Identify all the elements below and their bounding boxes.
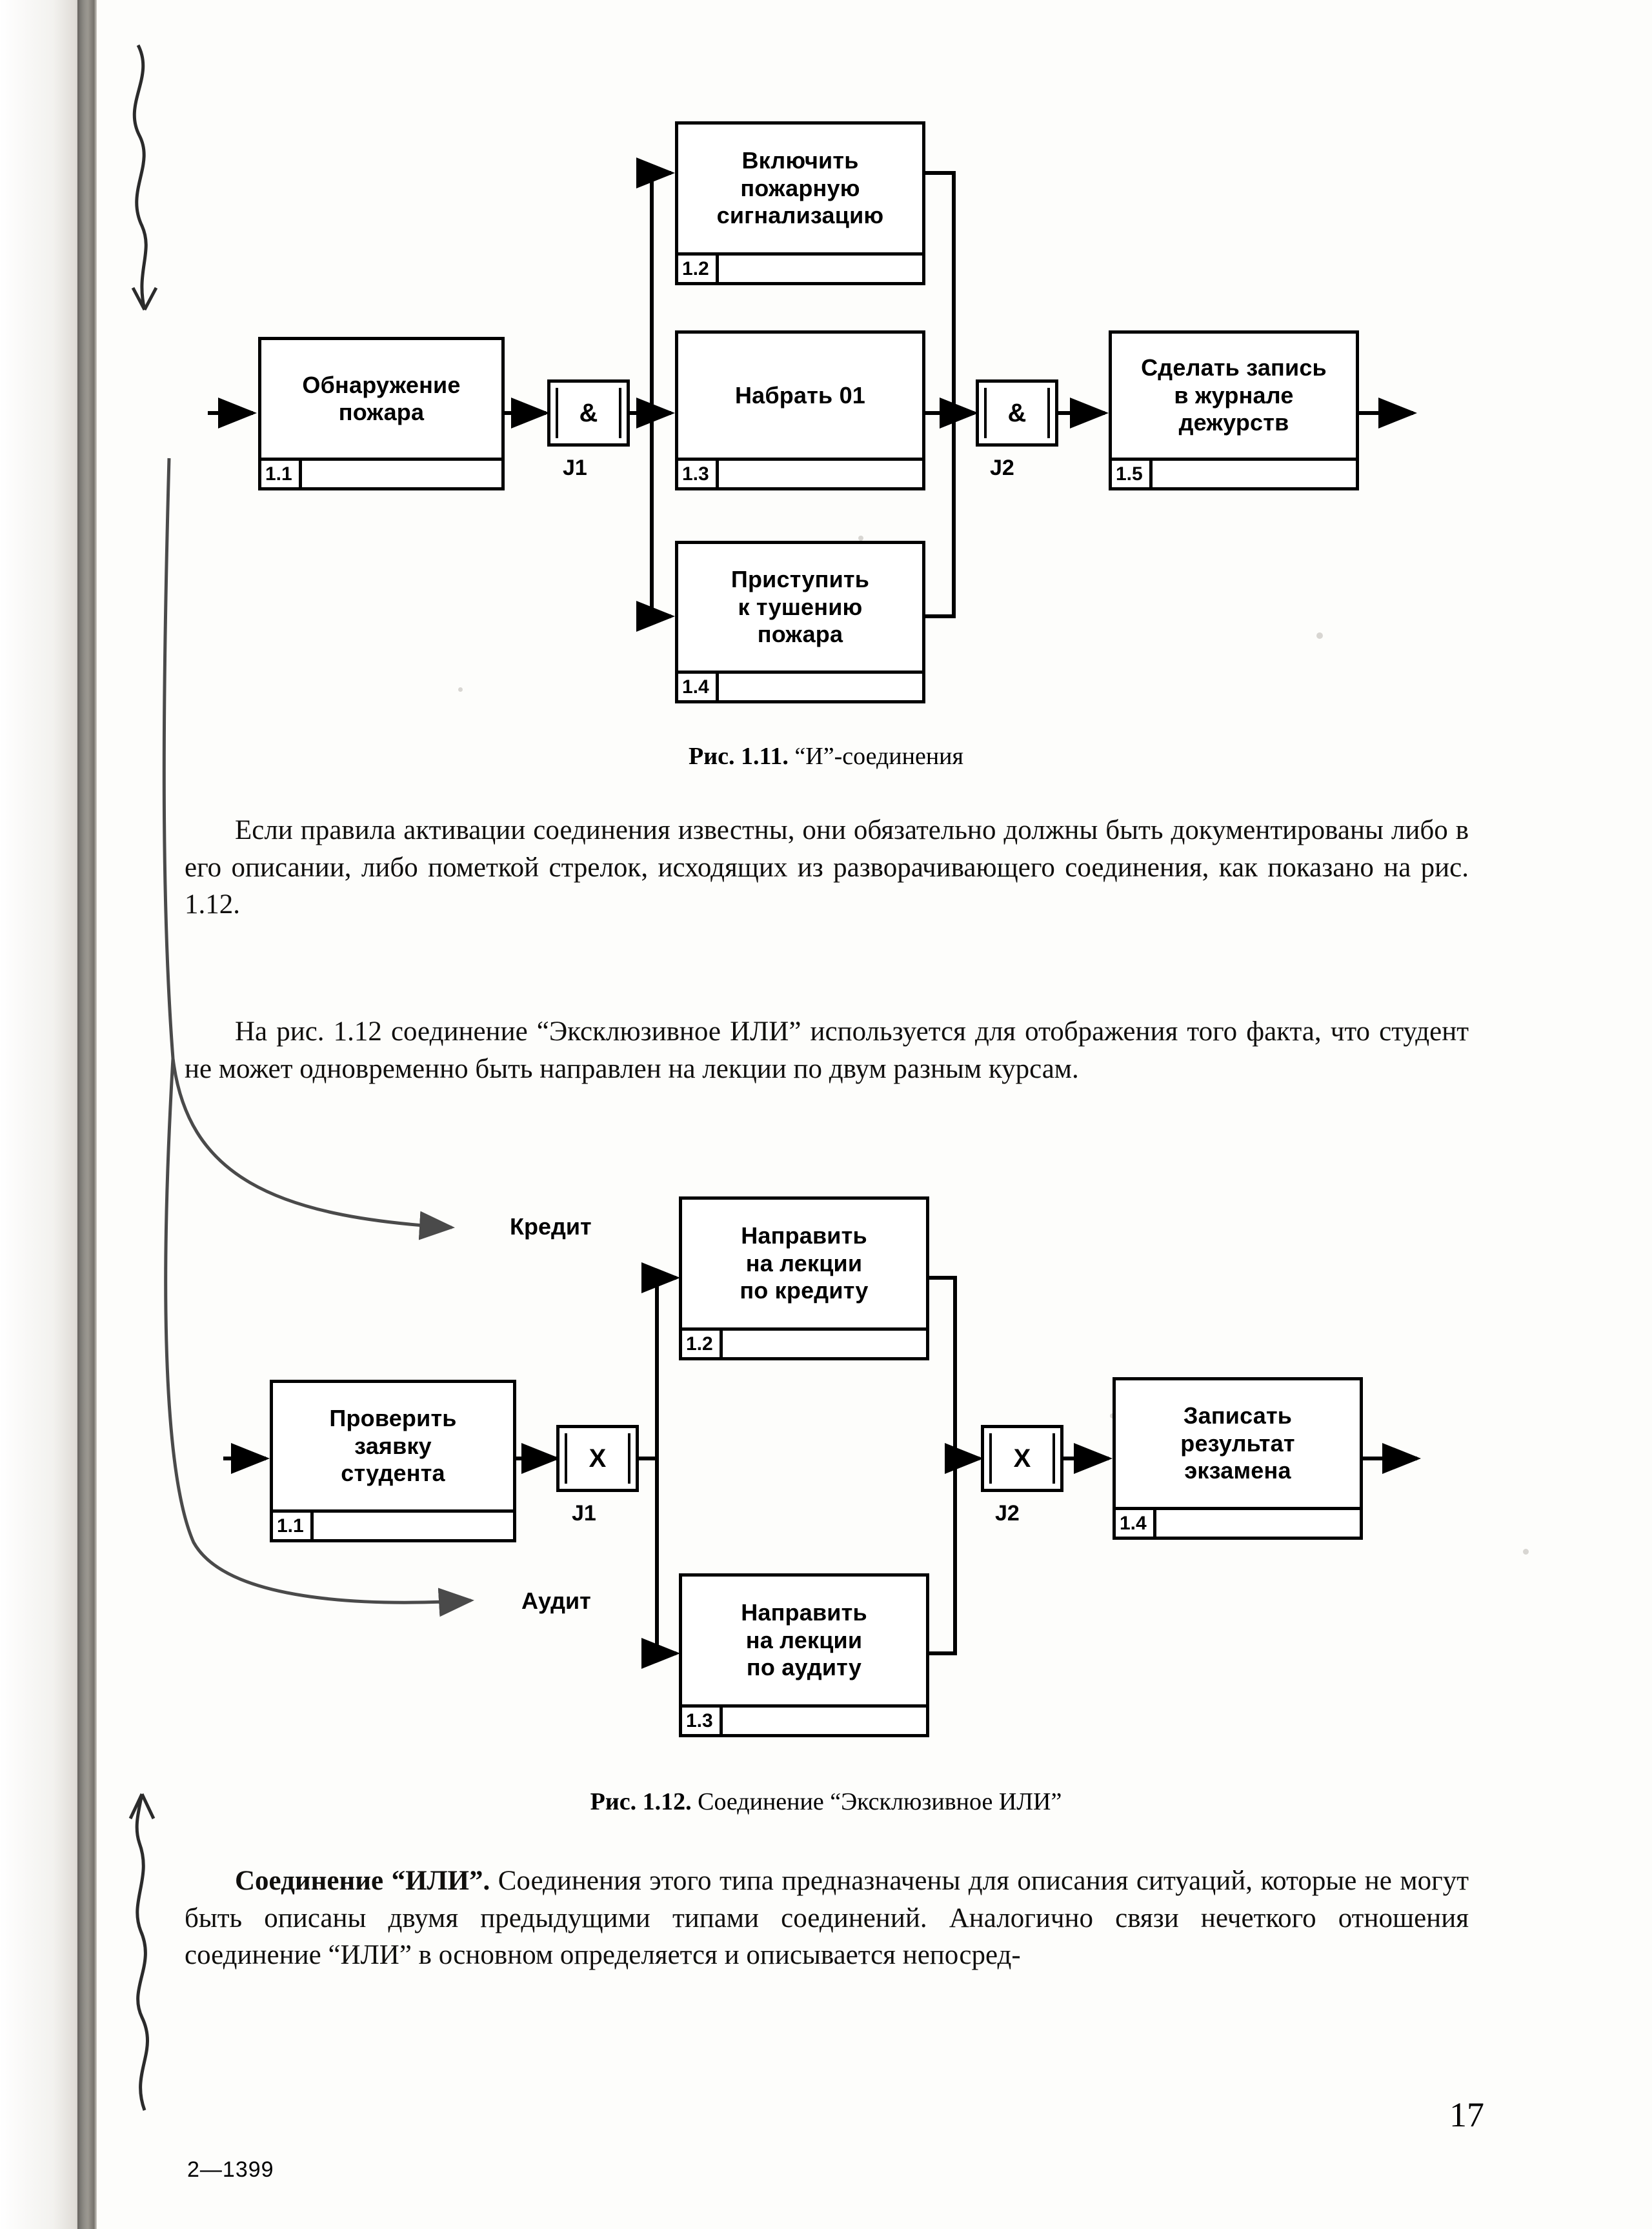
activity-footer xyxy=(1116,1507,1360,1537)
activity-box xyxy=(270,1380,516,1542)
activity-box xyxy=(679,1196,929,1360)
paragraph-1: Если правила активации соединения известны, они обязательно должны быть документированы либо в его описании, либо пометкой стрелок, исходящих из разворачивающего соединения, как показано на рис. 1.12. xyxy=(185,815,1469,920)
activity-title: Проверить заявку студента xyxy=(329,1405,457,1487)
activity-footer xyxy=(678,458,922,487)
activity-title: Записать результат экзамена xyxy=(1180,1402,1295,1484)
activity-number: 1.5 xyxy=(1116,463,1143,485)
figure-xor-caption-text: Соединение “Эксклюзивное ИЛИ” xyxy=(698,1788,1062,1815)
activity-number: 1.4 xyxy=(1120,1512,1147,1534)
activity-footer xyxy=(682,1704,926,1734)
activity-number: 1.1 xyxy=(265,463,292,485)
figure-xor-caption xyxy=(0,1788,1652,1816)
activity-box xyxy=(675,541,925,703)
activity-footer xyxy=(678,252,922,282)
paragraph-3: Соединение “ИЛИ”. Соединения этого типа предназначены для описания ситуаций, которые не могут быть описаны двумя предыдущими типами соединений. Аналогично связи нечеткого отношения соединение “ИЛИ” в основном определяется и описывается непосред- xyxy=(185,1866,1469,1971)
figure-xor-caption-label: Рис. 1.12. xyxy=(590,1788,692,1815)
activity-title: Сделать запись в журнале дежурств xyxy=(1141,354,1327,436)
activity-number: 1.2 xyxy=(682,257,709,279)
junction-label: J1 xyxy=(563,456,587,480)
junction-and-j1 xyxy=(547,379,630,447)
activity-title: Включить пожарную сигнализацию xyxy=(716,147,884,229)
branch-label-credit: Кредит xyxy=(510,1213,592,1240)
activity-box xyxy=(675,330,925,490)
junction-xor-j1 xyxy=(556,1425,639,1492)
activity-box xyxy=(258,337,505,490)
paragraph-2: На рис. 1.12 соединение “Эксклюзивное ИЛИ” используется для отображения того факта, что студент не может одновременно быть направлен на лекции по двум разным курсам. xyxy=(185,1016,1469,1084)
page-number: 17 xyxy=(1449,2095,1484,2134)
junction-symbol: X xyxy=(1013,1444,1031,1473)
junction-symbol: X xyxy=(589,1444,607,1473)
paragraph-3-lead: Соединение “ИЛИ”. xyxy=(235,1866,490,1896)
junction-and-j2 xyxy=(976,379,1058,447)
print-signature: 2—1399 xyxy=(187,2157,274,2182)
junction-label: J2 xyxy=(995,1501,1020,1526)
activity-title: Направить на лекции по кредиту xyxy=(740,1222,869,1304)
activity-title: Набрать 01 xyxy=(734,381,866,408)
figure-and-caption xyxy=(0,742,1652,771)
figure-and-caption-label: Рис. 1.11. xyxy=(689,743,789,770)
activity-number: 1.4 xyxy=(682,676,709,698)
activity-box xyxy=(1113,1377,1363,1540)
activity-footer xyxy=(682,1327,926,1357)
activity-number: 1.1 xyxy=(277,1515,304,1537)
figure-xor-junction xyxy=(0,1155,1652,1807)
activity-number: 1.3 xyxy=(682,463,709,485)
figure-and-junctions xyxy=(0,0,1652,761)
junction-label: J2 xyxy=(990,456,1014,480)
activity-footer xyxy=(678,671,922,700)
junction-symbol: & xyxy=(579,398,598,427)
activity-number: 1.2 xyxy=(686,1333,713,1355)
activity-title: Направить на лекции по аудиту xyxy=(741,1599,867,1681)
activity-box xyxy=(1109,330,1359,490)
activity-box xyxy=(679,1573,929,1737)
junction-label: J1 xyxy=(572,1501,596,1526)
branch-label-audit: Аудит xyxy=(521,1588,591,1614)
activity-box xyxy=(675,121,925,285)
figure-and-caption-text: “И”-соединения xyxy=(794,743,963,770)
activity-footer xyxy=(273,1509,513,1539)
activity-title: Приступить к тушению пожара xyxy=(730,566,870,648)
junction-xor-j2 xyxy=(981,1425,1063,1492)
activity-title: Обнаружение пожара xyxy=(302,371,461,425)
junction-symbol: & xyxy=(1007,398,1027,427)
activity-footer xyxy=(261,458,501,487)
activity-number: 1.3 xyxy=(686,1710,713,1731)
activity-footer xyxy=(1112,458,1356,487)
